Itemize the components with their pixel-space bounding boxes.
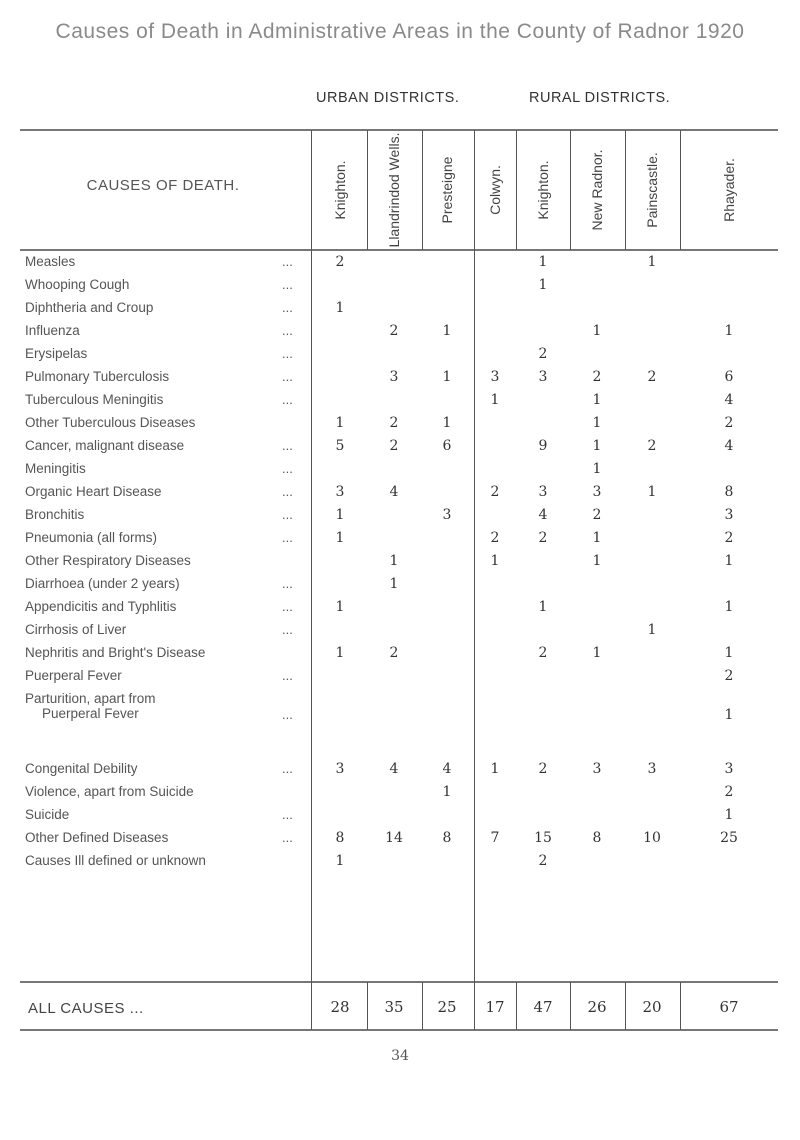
- cell-llandrindod-wells: 1: [389, 553, 399, 569]
- cause-label: Puerperal Fever: [25, 668, 122, 683]
- leader-dots: ...: [282, 761, 293, 776]
- cell-new-radnor: 1: [592, 553, 602, 569]
- cell-presteigne: 1: [442, 415, 452, 431]
- cause-label: Cirrhosis of Liver: [25, 622, 127, 637]
- cause-label: Whooping Cough: [25, 277, 130, 292]
- cell-colwyn: 7: [490, 830, 500, 846]
- table-row: [0, 668, 800, 690]
- cell-knighton-rural: 2: [538, 761, 548, 777]
- table-rule-totals: [20, 981, 778, 983]
- table-row: [0, 254, 800, 276]
- cell-knighton-urban: 1: [335, 645, 345, 661]
- leader-dots: ...: [282, 461, 293, 476]
- cell-llandrindod-wells: 2: [389, 323, 399, 339]
- cell-painscastle: 2: [647, 438, 657, 454]
- cell-new-radnor: 1: [592, 415, 602, 431]
- table-row: [0, 691, 800, 723]
- total-colwyn: 17: [485, 998, 505, 1016]
- cell-knighton-urban: 8: [335, 830, 345, 846]
- cell-knighton-urban: 1: [335, 599, 345, 615]
- cause-label: Pulmonary Tuberculosis: [25, 369, 170, 384]
- cell-llandrindod-wells: 14: [385, 830, 403, 846]
- column-divider: [516, 130, 517, 250]
- cell-rhayader: 6: [724, 369, 734, 385]
- table-rule-bottom: [20, 1029, 778, 1031]
- cell-knighton-rural: 2: [538, 645, 548, 661]
- page-title: Causes of Death in Administrative Areas in the County of Radnor 1920: [55, 20, 745, 43]
- cause-label: Nephritis and Bright's Disease: [25, 645, 206, 660]
- cell-knighton-rural: 9: [538, 438, 548, 454]
- column-divider: [680, 130, 681, 250]
- cell-presteigne: 1: [442, 784, 452, 800]
- total-rhayader: 67: [719, 998, 739, 1016]
- page-number: 34: [391, 1048, 409, 1064]
- cell-rhayader: 1: [724, 645, 734, 661]
- column-divider: [422, 130, 423, 250]
- column-divider: [367, 130, 368, 250]
- table-row: [0, 461, 800, 483]
- cell-painscastle: 1: [647, 254, 657, 270]
- cell-knighton-rural: 2: [538, 530, 548, 546]
- cell-rhayader: 4: [724, 392, 734, 408]
- cell-painscastle: 3: [647, 761, 657, 777]
- total-knighton-urban: 28: [330, 998, 350, 1016]
- cell-knighton-rural: 15: [534, 830, 552, 846]
- leader-dots: ...: [282, 346, 293, 361]
- table-row: [0, 415, 800, 437]
- cell-rhayader: 1: [724, 807, 734, 823]
- cell-new-radnor: 1: [592, 438, 602, 454]
- leader-dots: ...: [282, 830, 293, 845]
- cell-painscastle: 1: [647, 484, 657, 500]
- cell-knighton-urban: 2: [335, 254, 345, 270]
- cell-llandrindod-wells: 2: [389, 438, 399, 454]
- cell-rhayader: 25: [720, 830, 738, 846]
- cell-painscastle: 1: [647, 622, 657, 638]
- cell-presteigne: 6: [442, 438, 452, 454]
- cell-rhayader: 1: [724, 553, 734, 569]
- table-row: [0, 507, 800, 529]
- cell-llandrindod-wells: 4: [389, 761, 399, 777]
- cell-knighton-rural: 2: [538, 853, 548, 869]
- cell-new-radnor: 2: [592, 369, 602, 385]
- cell-llandrindod-wells: 3: [389, 369, 399, 385]
- cell-presteigne: 1: [442, 369, 452, 385]
- cell-new-radnor: 1: [592, 323, 602, 339]
- leader-dots: ...: [282, 707, 293, 722]
- cause-label: Tuberculous Meningitis: [25, 392, 164, 407]
- cell-knighton-urban: 3: [335, 761, 345, 777]
- table-row: [0, 530, 800, 552]
- table-row: [0, 277, 800, 299]
- cell-knighton-rural: 4: [538, 507, 548, 523]
- cell-new-radnor: 2: [592, 507, 602, 523]
- cell-painscastle: 10: [643, 830, 661, 846]
- cell-rhayader: 1: [724, 599, 734, 615]
- leader-dots: ...: [282, 599, 293, 614]
- cause-label: Other Tuberculous Diseases: [25, 415, 196, 430]
- cell-knighton-urban: 1: [335, 300, 345, 316]
- cell-new-radnor: 1: [592, 392, 602, 408]
- causes-column-header: CAUSES OF DEATH.: [86, 177, 240, 194]
- table-row: [0, 784, 800, 806]
- cell-rhayader: 2: [724, 668, 734, 684]
- cell-knighton-urban: 1: [335, 415, 345, 431]
- cell-new-radnor: 3: [592, 484, 602, 500]
- total-painscastle: 20: [642, 998, 662, 1016]
- leader-dots: ...: [282, 530, 293, 545]
- cell-colwyn: 1: [490, 392, 500, 408]
- total-new-radnor: 26: [587, 998, 607, 1016]
- cell-new-radnor: 1: [592, 461, 602, 477]
- cell-rhayader: 8: [724, 484, 734, 500]
- cell-knighton-rural: 1: [538, 254, 548, 270]
- column-divider: [367, 982, 368, 1030]
- cause-label: Suicide: [25, 807, 70, 822]
- cell-rhayader: 3: [724, 507, 734, 523]
- cell-knighton-urban: 3: [335, 484, 345, 500]
- cell-new-radnor: 3: [592, 761, 602, 777]
- table-row: [0, 622, 800, 644]
- cell-new-radnor: 1: [592, 530, 602, 546]
- cell-rhayader: 1: [724, 323, 734, 339]
- cell-new-radnor: 1: [592, 645, 602, 661]
- leader-dots: ...: [282, 622, 293, 637]
- table-rule-header: [20, 249, 778, 251]
- cell-colwyn: 3: [490, 369, 500, 385]
- cell-presteigne: 8: [442, 830, 452, 846]
- cell-knighton-urban: 5: [335, 438, 345, 454]
- leader-dots: ...: [282, 369, 293, 384]
- cell-colwyn: 1: [490, 553, 500, 569]
- cause-label: Organic Heart Disease: [25, 484, 162, 499]
- cell-colwyn: 2: [490, 484, 500, 500]
- leader-dots: ...: [282, 392, 293, 407]
- cell-knighton-rural: 1: [538, 277, 548, 293]
- rural-districts-heading: RURAL DISTRICTS.: [529, 90, 671, 106]
- cell-llandrindod-wells: 2: [389, 415, 399, 431]
- urban-districts-heading: URBAN DISTRICTS.: [316, 90, 460, 106]
- table-row: [0, 369, 800, 391]
- table-row: [0, 853, 800, 875]
- column-divider: [570, 982, 571, 1030]
- column-divider: [680, 982, 681, 1030]
- leader-dots: ...: [282, 668, 293, 683]
- cell-rhayader: 2: [724, 415, 734, 431]
- cause-label: Pneumonia (all forms): [25, 530, 158, 545]
- cause-label: Measles: [25, 254, 76, 269]
- table-row: [0, 300, 800, 322]
- table-row: [0, 323, 800, 345]
- cell-rhayader: 1: [724, 707, 734, 723]
- cell-knighton-rural: 3: [538, 369, 548, 385]
- cell-knighton-rural: 1: [538, 599, 548, 615]
- cell-knighton-urban: 1: [335, 853, 345, 869]
- leader-dots: ...: [282, 484, 293, 499]
- cell-llandrindod-wells: 1: [389, 576, 399, 592]
- table-row: [0, 807, 800, 829]
- table-row: [0, 645, 800, 667]
- table-row: [0, 553, 800, 575]
- cause-label: Causes Ill defined or unknown: [25, 853, 206, 868]
- cause-label: Influenza: [25, 323, 80, 338]
- column-divider: [570, 130, 571, 250]
- cause-label: Bronchitis: [25, 507, 85, 522]
- cause-label: Diphtheria and Croup: [25, 300, 154, 315]
- cell-llandrindod-wells: 2: [389, 645, 399, 661]
- leader-dots: ...: [282, 300, 293, 315]
- cause-label: Congenital Debility: [25, 761, 138, 776]
- table-row: [0, 346, 800, 368]
- cause-label: Other Defined Diseases: [25, 830, 169, 845]
- cause-label: Erysipelas: [25, 346, 88, 361]
- total-knighton-rural: 47: [533, 998, 553, 1016]
- column-divider: [625, 982, 626, 1030]
- cause-label: Cancer, malignant disease: [25, 438, 185, 453]
- cause-label: Diarrhoea (under 2 years): [25, 576, 180, 591]
- leader-dots: ...: [282, 807, 293, 822]
- cause-label: Meningitis: [25, 461, 86, 476]
- cell-presteigne: 1: [442, 323, 452, 339]
- cell-rhayader: 3: [724, 761, 734, 777]
- cell-rhayader: 2: [724, 530, 734, 546]
- table-row: [0, 484, 800, 506]
- cell-knighton-rural: 3: [538, 484, 548, 500]
- cell-llandrindod-wells: 4: [389, 484, 399, 500]
- table-row: [0, 761, 800, 783]
- totals-label: ALL CAUSES ...: [28, 1000, 144, 1017]
- leader-dots: ...: [282, 254, 293, 269]
- leader-dots: ...: [282, 323, 293, 338]
- table-row: [0, 599, 800, 621]
- cell-knighton-urban: 1: [335, 507, 345, 523]
- table-row: [0, 438, 800, 460]
- cell-knighton-rural: 2: [538, 346, 548, 362]
- leader-dots: ...: [282, 507, 293, 522]
- total-llandrindod-wells: 35: [384, 998, 404, 1016]
- cell-presteigne: 3: [442, 507, 452, 523]
- cause-label: Violence, apart from Suicide: [25, 784, 194, 799]
- cause-label: Appendicitis and Typhlitis: [25, 599, 177, 614]
- leader-dots: ...: [282, 576, 293, 591]
- leader-dots: ...: [282, 277, 293, 292]
- table-row: [0, 830, 800, 852]
- table-row: [0, 576, 800, 598]
- cell-colwyn: 2: [490, 530, 500, 546]
- column-divider: [625, 130, 626, 250]
- table-rule-top: [20, 129, 778, 131]
- leader-dots: ...: [282, 438, 293, 453]
- cell-colwyn: 1: [490, 761, 500, 777]
- cause-label: Other Respiratory Diseases: [25, 553, 191, 568]
- cell-presteigne: 4: [442, 761, 452, 777]
- table-row: [0, 392, 800, 414]
- cell-knighton-urban: 1: [335, 530, 345, 546]
- cause-label: Parturition, apart from Puerperal Fever: [25, 691, 156, 721]
- cell-rhayader: 2: [724, 784, 734, 800]
- total-presteigne: 25: [437, 998, 457, 1016]
- cell-new-radnor: 8: [592, 830, 602, 846]
- cell-painscastle: 2: [647, 369, 657, 385]
- cell-rhayader: 4: [724, 438, 734, 454]
